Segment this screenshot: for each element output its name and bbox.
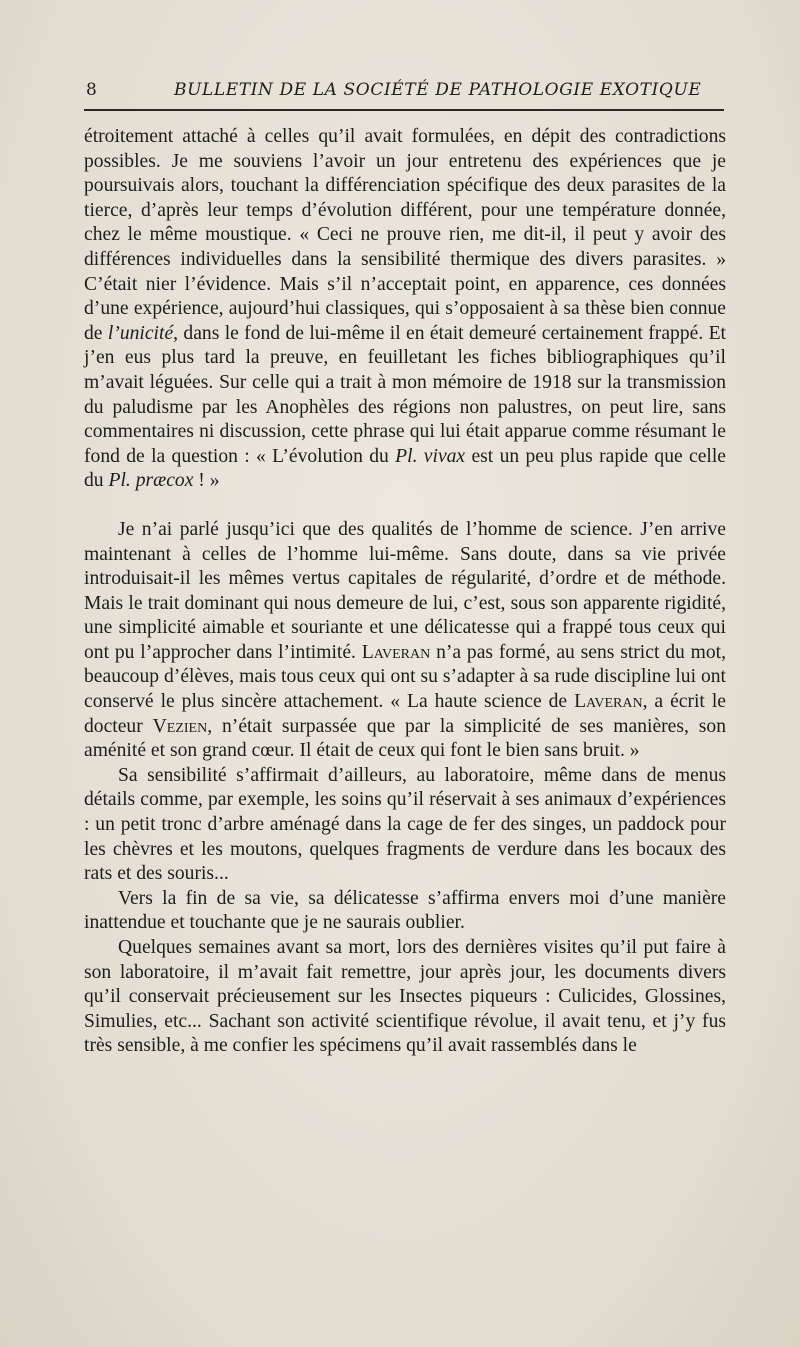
paragraph-text: , n’était surpassée que par la simplicité de ses manières, son aménité et son grand cœur. Il était de ceux qui font le bien sans bruit. » bbox=[84, 715, 726, 762]
running-title: BULLETIN DE LA SOCIÉTÉ DE PATHOLOGIE EXOTIQUE bbox=[174, 80, 702, 100]
species-name-praecox: Pl. præcox bbox=[108, 470, 194, 492]
paragraph-text: , a écrit le docteur bbox=[84, 691, 726, 737]
person-name-laveran: Laveran bbox=[361, 641, 431, 663]
paragraph-4: Vers la fin de sa vie, sa délicatesse s’affirma envers moi d’une manière inattendue et touchante que je ne saurais oublier. bbox=[84, 887, 726, 934]
paragraph-5: Quelques semaines avant sa mort, lors des dernières visites qu’il put faire à son laboratoire, il m’avait fait remettre, jour après jour, les documents divers qu’il conservait précieusement sur les Insectes piqueurs : Culicides, Glossines, Simulies, etc... Sachant son activité scientifique révolue, il avait tenu, et j’y fus très sensible, à me confier les spécimens qu’il avait rassemblés dans le bbox=[84, 937, 726, 1057]
person-name-laveran: Laveran bbox=[574, 691, 643, 713]
page-number: 8 bbox=[86, 80, 97, 100]
paragraph-text: est un peu plus rapide que celle du bbox=[84, 445, 727, 492]
person-name-vezien: Vezien bbox=[152, 715, 208, 737]
paragraph-1 bbox=[84, 125, 726, 494]
paragraph-2 bbox=[84, 518, 726, 764]
paragraph-text: Je n’ai parlé jusqu’ici que des qualités de l’homme de science. J’en arrive maintenant à celles de l’homme lui-même. Sans doute, dans sa vie privée introduisait-il les mêmes vertus capitales de régularité, d’ordre et de méthode. Mais le trait dominant qui nous demeure de lui, c’est, sous son apparente rigidité, une simplicité aimable et souriante et une délicatesse qui a frappé tous ceux qui ont pu l’approcher dans l’intimité. bbox=[84, 518, 726, 663]
page-header bbox=[84, 76, 724, 106]
paragraph-text: étroitement attaché à celles qu’il avait formulées, en dépit des contradictions possibles. Je me souviens l’avoir un jour entretenu des expériences que je poursuivais alors, touchant la différenciation spécifique des deux parasites de la tierce, d’après leur temps d’évolution différent, pour une température donnée, chez le même moustique. « Ceci ne prouve rien, me dit-il, il peut y avoir des différences individuelles dans la sensibilité thermique des divers parasites. » C’était nier l’évidence. Mais s’il n’acceptait point, en apparence, ces données d’une expérience, aujourd’hui classiques, qui s’opposaient à sa thèse bien connue de bbox=[84, 126, 726, 344]
paragraph-text: n’a pas formé, au sens strict du mot, beaucoup d’élèves, mais tous ceux qui ont su s’adapter à sa rude discipline lui ont conservé le plus sincère attachement. « La haute science de bbox=[84, 641, 726, 713]
paragraph-3: Sa sensibilité s’affirmait d’ailleurs, au laboratoire, même dans de menus détails comme, par exemple, les soins qu’il réservait à ses animaux d’expériences : un petit tronc d’arbre aménagé dans la cage de fer des singes, un paddock pour les chèvres et les moutons, quelques fragments de verdure dans les bocaux des rats et des souris... bbox=[84, 764, 726, 885]
header-rule bbox=[84, 109, 724, 111]
italic-term-unicite: l’unicité bbox=[107, 322, 174, 344]
species-name-vivax: Pl. vivax bbox=[395, 445, 466, 467]
paragraph-text: ! » bbox=[193, 470, 220, 492]
paragraph-text: , dans le fond de lui-même il en était demeuré certainement frappé. Et j’en eus plus tard la preuve, en feuilletant les fiches bibliographiques qu’il m’avait léguées. Sur celle qui a trait à mon mémoire de 1918 sur la transmission du paludisme par les Anophèles des régions non palustres, on peut lire, sans commentaires ni discussion, cette phrase qui lui était apparue comme résumant le fond de la question : « L’évolution du bbox=[84, 322, 726, 467]
body-text bbox=[84, 125, 726, 1059]
